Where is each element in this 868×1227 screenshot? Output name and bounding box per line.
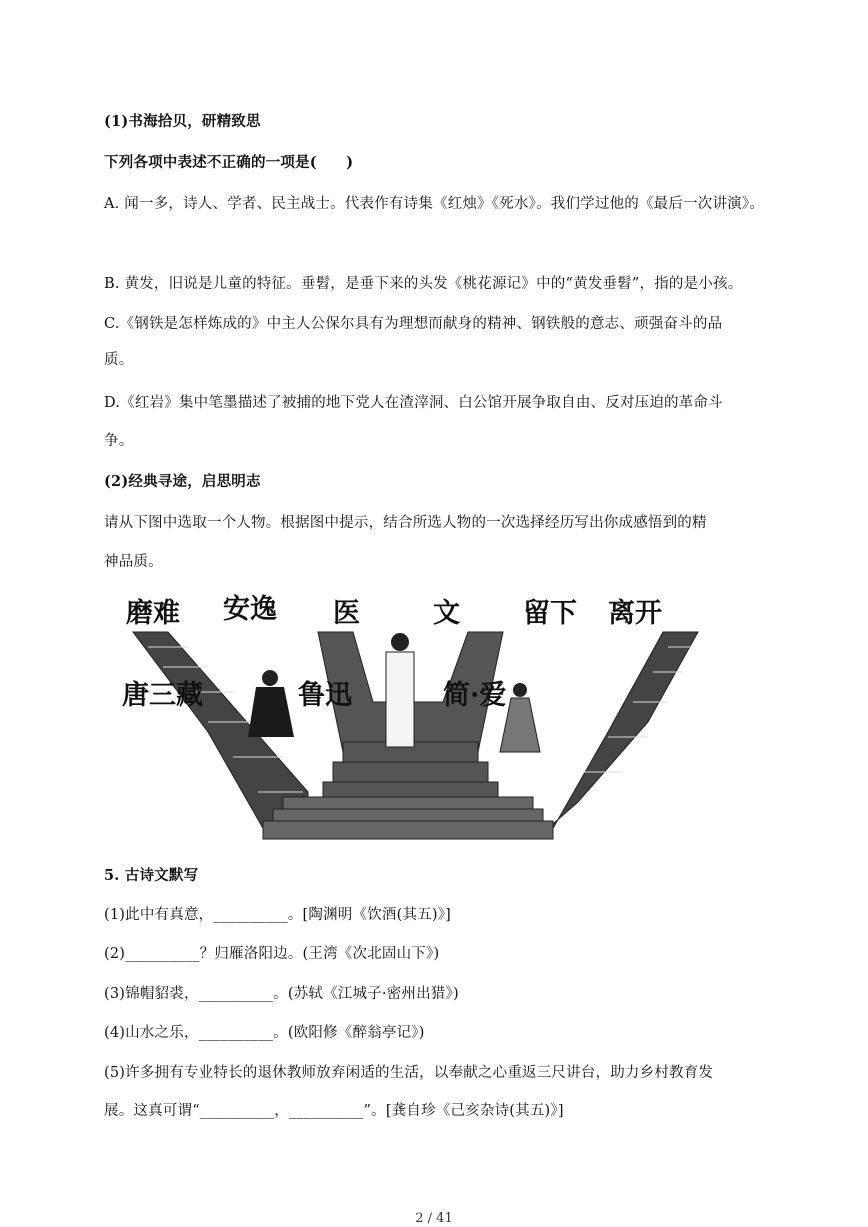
prompt-line1: 请从下图中选取一个人物。根据图中提示，结合所选人物的一次选择经历写出你成感悟到的精 — [104, 515, 707, 531]
label-yi: 医 — [333, 598, 360, 629]
page-number: 2 / 41 — [415, 1211, 453, 1226]
option-c-line1: C.《钢铁是怎样炼成的》中主人公保尔具有为理想而献身的精神、钢铁般的意志、顽强奋斗的品 — [104, 316, 723, 332]
option-b: B. 黄发，旧说是儿童的特征。垂髫，是垂下来的头发《桃花源记》中的“黄发垂髫”，指的是小孩。 — [104, 276, 743, 292]
section5-heading: 5. 古诗文默写 — [104, 867, 199, 884]
option-d-line1: D.《红岩》集中笔墨描述了被捕的地下党人在渣滓洞、白公馆开展争取自由、反对压迫的革命斗 — [104, 395, 723, 411]
section1-heading: (1)书海拾贝，研精致思 — [104, 113, 261, 130]
recite-item-4: (4)山水之乐，__________。(欧阳修《醉翁亭记》) — [104, 1025, 425, 1041]
recite-item-5-line1: (5)许多拥有专业特长的退休教师放弃闲适的生活，以奉献之心重返三尺讲台，助力乡村教育发 — [104, 1065, 714, 1081]
figure-lu-xun — [386, 633, 414, 747]
right-staircase — [538, 632, 698, 837]
label-liu-xia: 留下 — [523, 598, 577, 629]
option-d-line2: 争。 — [104, 433, 134, 449]
recite-item-2: (2)__________？归雁洛阳边。(王湾《次北固山下》) — [104, 946, 440, 962]
recite-item-3: (3)锦帽貂裘，__________。(苏轼《江城子·密州出猎》) — [104, 986, 459, 1002]
label-wen: 文 — [433, 598, 460, 629]
question-text: 下列各项中表述不正确的一项是( ) — [104, 154, 354, 171]
label-jane-eyre: 简·爱 — [443, 680, 507, 711]
staircase-figure — [108, 592, 706, 842]
recite-item-5-line2: 展。这真可谓“__________，__________”。[龚自珍《己亥杂诗(其五)》] — [104, 1103, 564, 1119]
label-mo-nan: 磨难 — [126, 598, 180, 629]
recite-item-1: (1)此中有真意，__________。[陶渊明《饮酒(其五)》] — [104, 907, 452, 923]
section2-heading: (2)经典寻途，启思明志 — [104, 473, 261, 490]
label-an-yi: 安逸 — [223, 594, 277, 625]
prompt-line2: 神品质。 — [104, 554, 163, 570]
label-lu-xun: 鲁迅 — [298, 680, 352, 711]
label-tang-sanzang: 唐三藏 — [122, 680, 203, 711]
option-a: A. 闻一多，诗人、学者、民主战士。代表作有诗集《红烛》《死水》。我们学过他的《最后一次讲演》。 — [104, 196, 765, 212]
label-li-kai: 离开 — [608, 598, 662, 629]
option-c-line2: 质。 — [104, 352, 134, 368]
figure-tang-sanzang — [248, 670, 294, 737]
base-steps — [263, 797, 553, 839]
